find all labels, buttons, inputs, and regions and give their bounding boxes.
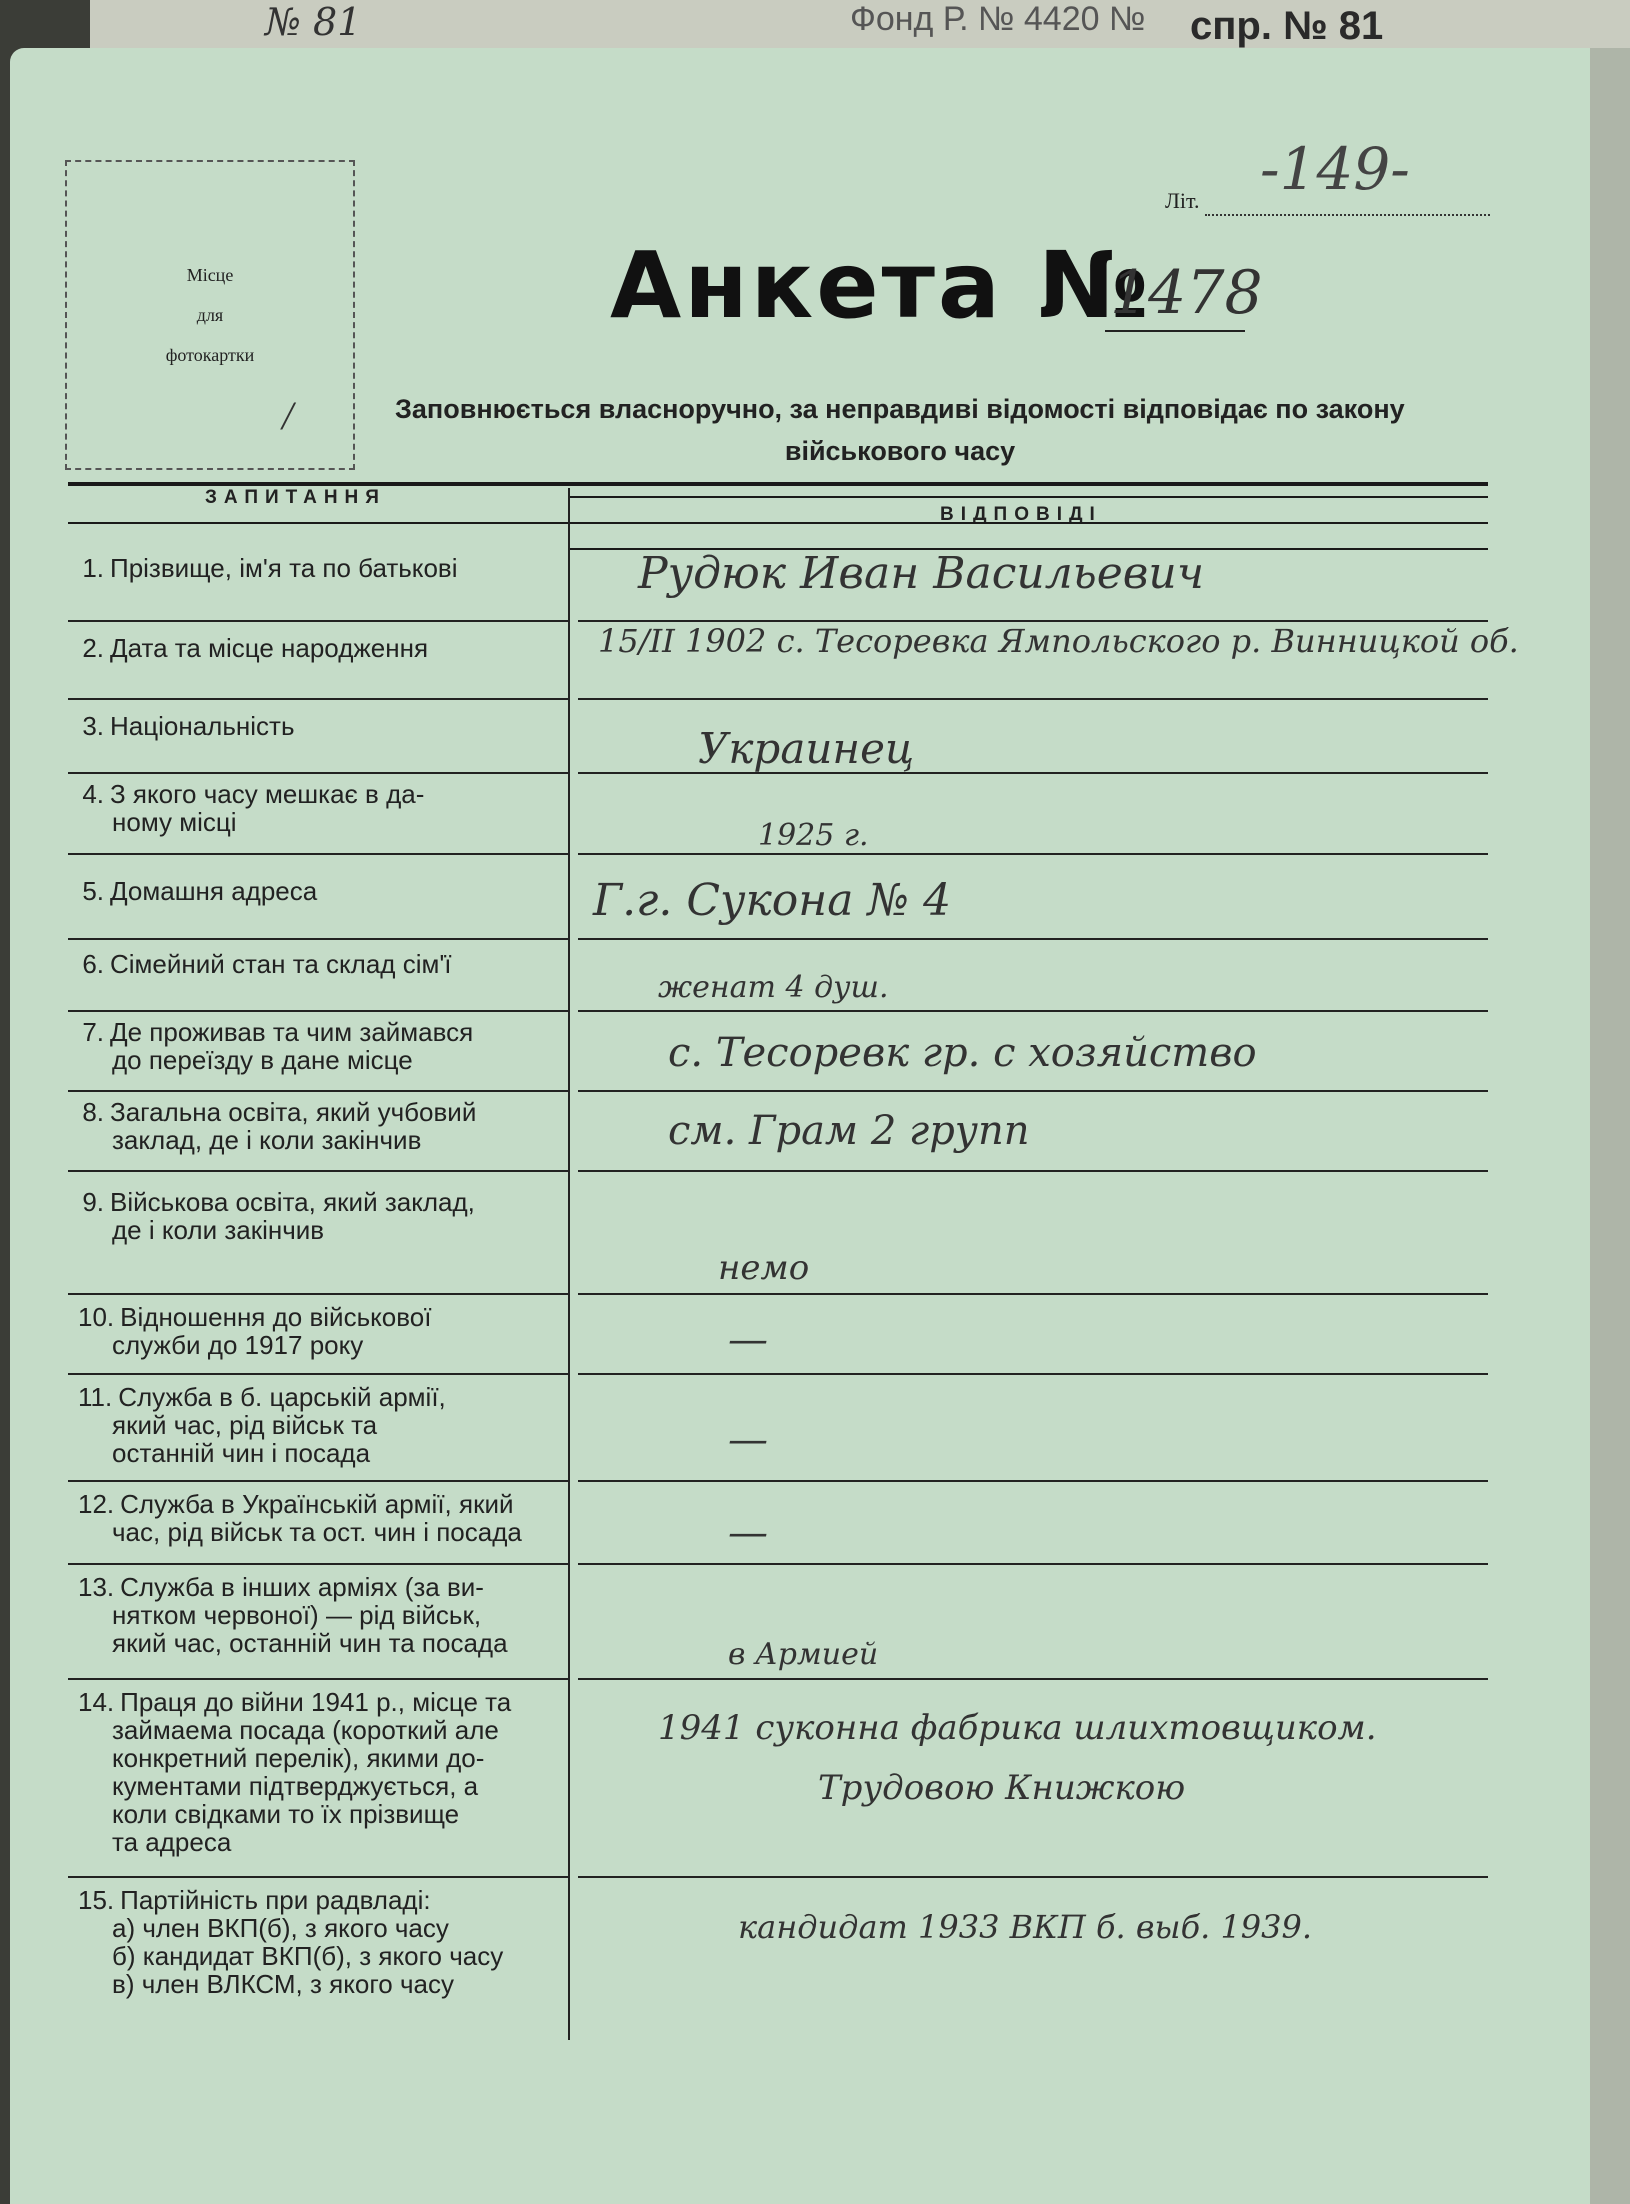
table-row: [68, 1172, 1488, 1295]
table-row: [68, 1482, 1488, 1565]
answers-header-rule: [568, 496, 1488, 498]
title-number-underline: [1105, 330, 1245, 332]
instruction-line2: військового часу: [784, 436, 1016, 466]
question-text-line: З якого часу мешкає в да-: [110, 779, 425, 809]
question-text: Сімейний стан та склад сім'ї: [110, 949, 452, 979]
question-number: 9.: [82, 1187, 104, 1217]
answer-handwritten: Украинец: [698, 724, 915, 773]
question-text-line: заклад, де і коли закінчив: [112, 1125, 422, 1155]
question-text: Прізвище, ім'я та по батькові: [110, 553, 458, 583]
question-cell: [68, 1172, 563, 1295]
question-number: 1.: [82, 553, 104, 583]
header-bottom-rule: [68, 522, 1488, 524]
table-row: [68, 940, 1488, 1012]
answer-handwritten: Г.г. Сукона № 4: [593, 875, 952, 926]
column-header-questions: ЗАПИТАННЯ: [205, 487, 386, 508]
question-number: 5.: [82, 876, 104, 906]
question-text-line: коли свідками то їх прізвище: [112, 1799, 460, 1829]
lit-underline: [1205, 214, 1490, 216]
photo-label-line2: для: [196, 305, 224, 325]
table-row: [68, 1295, 1488, 1375]
question-cell: [68, 855, 563, 940]
answer-handwritten: —: [728, 1317, 768, 1363]
question-number: 2.: [82, 633, 104, 663]
question-text-line: а) член ВКП(б), з якого часу: [112, 1913, 449, 1943]
question-text-line: в) член ВЛКСМ, з якого часу: [112, 1969, 454, 1999]
table-row: [68, 548, 1488, 622]
column-header-answers: ВІДПОВІДІ: [940, 504, 1102, 525]
photo-label-line1: Місце: [186, 265, 234, 285]
question-text-line: служби до 1917 року: [112, 1330, 364, 1360]
answer-handwritten: 1941 суконна фабрика шлихтовщиком.: [658, 1708, 1377, 1748]
answer-handwritten: см. Грам 2 групп: [668, 1108, 1030, 1154]
question-text-line: Військова освіта, який заклад,: [110, 1187, 475, 1217]
answer-handwritten: в Армией: [728, 1637, 879, 1672]
question-text-line: Загальна освіта, який учбовий: [110, 1097, 477, 1127]
question-cell: [68, 1878, 563, 2040]
table-top-rule: [68, 482, 1488, 486]
answer-handwritten: кандидат 1933 ВКП б. выб. 1939.: [738, 1908, 1313, 1946]
question-cell: [68, 940, 563, 1012]
question-text-line: та адреса: [112, 1827, 232, 1857]
table-row: [68, 855, 1488, 940]
answer-handwritten: женат 4 душ.: [658, 970, 889, 1005]
table-row: [68, 1092, 1488, 1172]
question-text: Національність: [110, 711, 295, 741]
question-text-line: Де проживав та чим займався: [110, 1017, 474, 1047]
question-number: 4.: [82, 779, 104, 809]
question-number: 11.: [78, 1382, 113, 1412]
instruction-line1: Заповнюється власноручно, за неправдиві відомості відповідає по закону: [395, 394, 1405, 424]
question-text-line: б) кандидат ВКП(б), з якого часу: [112, 1941, 504, 1971]
question-number: 8.: [82, 1097, 104, 1127]
table-row: [68, 774, 1488, 855]
question-number: 15.: [78, 1885, 115, 1915]
lit-value: -149-: [1260, 135, 1410, 203]
table-row: [68, 700, 1488, 774]
table-row: [68, 1565, 1488, 1680]
question-text-line: кументами підтверджується, а: [112, 1771, 479, 1801]
question-text-line: який час, останній чин та посада: [112, 1628, 508, 1658]
question-text-line: де і коли закінчив: [112, 1215, 325, 1245]
page-title: Анкета №: [610, 232, 1152, 339]
question-text-line: Партійність при радвладі:: [120, 1885, 431, 1915]
question-cell: [68, 1375, 563, 1482]
question-text-line: Служба в Українській армії, який: [120, 1489, 514, 1519]
question-cell: [68, 548, 563, 622]
question-text-line: останній чин і посада: [112, 1438, 371, 1468]
answer-handwritten: с. Тесоревк гр. с хозяйство: [668, 1030, 1257, 1076]
table-row: [68, 1680, 1488, 1878]
page-edge: [1590, 48, 1630, 2204]
question-text-line: час, рід військ та ост. чин і посада: [112, 1517, 522, 1547]
answer-handwritten: —: [728, 1510, 768, 1556]
answer-handwritten: 1925 г.: [758, 818, 869, 853]
answer-handwritten: 15/II 1902 с. Тесоревка Ямпольского р. Винницкой об.: [598, 622, 1519, 660]
lit-label: Літ.: [1165, 188, 1200, 213]
question-text-line: Служба в б. царській армії,: [118, 1382, 446, 1412]
question-cell: [68, 1680, 563, 1878]
question-number: 13.: [78, 1572, 115, 1602]
question-number: 14.: [78, 1687, 115, 1717]
question-cell: [68, 1482, 563, 1565]
photo-placeholder: [65, 160, 355, 470]
question-text-line: нятком червоної) — рід військ,: [112, 1600, 482, 1630]
question-number: 7.: [82, 1017, 104, 1047]
answer-handwritten-line2: Трудовою Книжкою: [818, 1768, 1186, 1808]
question-text-line: ному місці: [112, 807, 237, 837]
question-cell: [68, 1565, 563, 1680]
table-row: [68, 622, 1519, 700]
question-text-line: Відношення до військової: [120, 1302, 432, 1332]
answer-handwritten: Рудюк Иван Васильевич: [638, 548, 1205, 599]
question-cell: [68, 1295, 563, 1375]
table-row: [68, 1012, 1488, 1092]
question-number: 10.: [78, 1302, 115, 1332]
question-text: Домашня адреса: [110, 876, 318, 906]
question-cell: [68, 622, 563, 700]
question-text-line: займаема посада (короткий але: [112, 1715, 499, 1745]
question-cell: [68, 1012, 563, 1092]
question-text-line: Праця до війни 1941 р., місце та: [120, 1687, 512, 1717]
questionnaire-number: 1478: [1110, 258, 1263, 328]
archive-handwritten-number: № 81: [265, 0, 362, 44]
question-cell: [68, 1092, 563, 1172]
question-text-line: Служба в інших арміях (за ви-: [120, 1572, 484, 1602]
answer-handwritten: немо: [718, 1248, 810, 1288]
question-number: 3.: [82, 711, 104, 741]
question-text: Дата та місце народження: [110, 633, 429, 663]
question-text-line: конкретний перелік), якими до-: [112, 1743, 485, 1773]
archive-file-label: спр. № 81: [1190, 4, 1384, 48]
answer-handwritten: —: [728, 1417, 768, 1463]
archive-fund-stamp: Фонд Р. № 4420 №: [850, 0, 1146, 38]
question-number: 6.: [82, 949, 104, 979]
photo-label-line3: фотокартки: [165, 345, 255, 365]
question-text-line: який час, рід військ та: [112, 1410, 378, 1440]
photo-pencil-mark: /: [282, 393, 294, 438]
question-text-line: до переїзду в дане місце: [112, 1045, 413, 1075]
question-cell: [68, 700, 563, 774]
question-number: 12.: [78, 1489, 115, 1519]
table-row: [68, 1375, 1488, 1482]
table-row: [68, 1878, 1488, 2040]
question-cell: [68, 774, 563, 855]
